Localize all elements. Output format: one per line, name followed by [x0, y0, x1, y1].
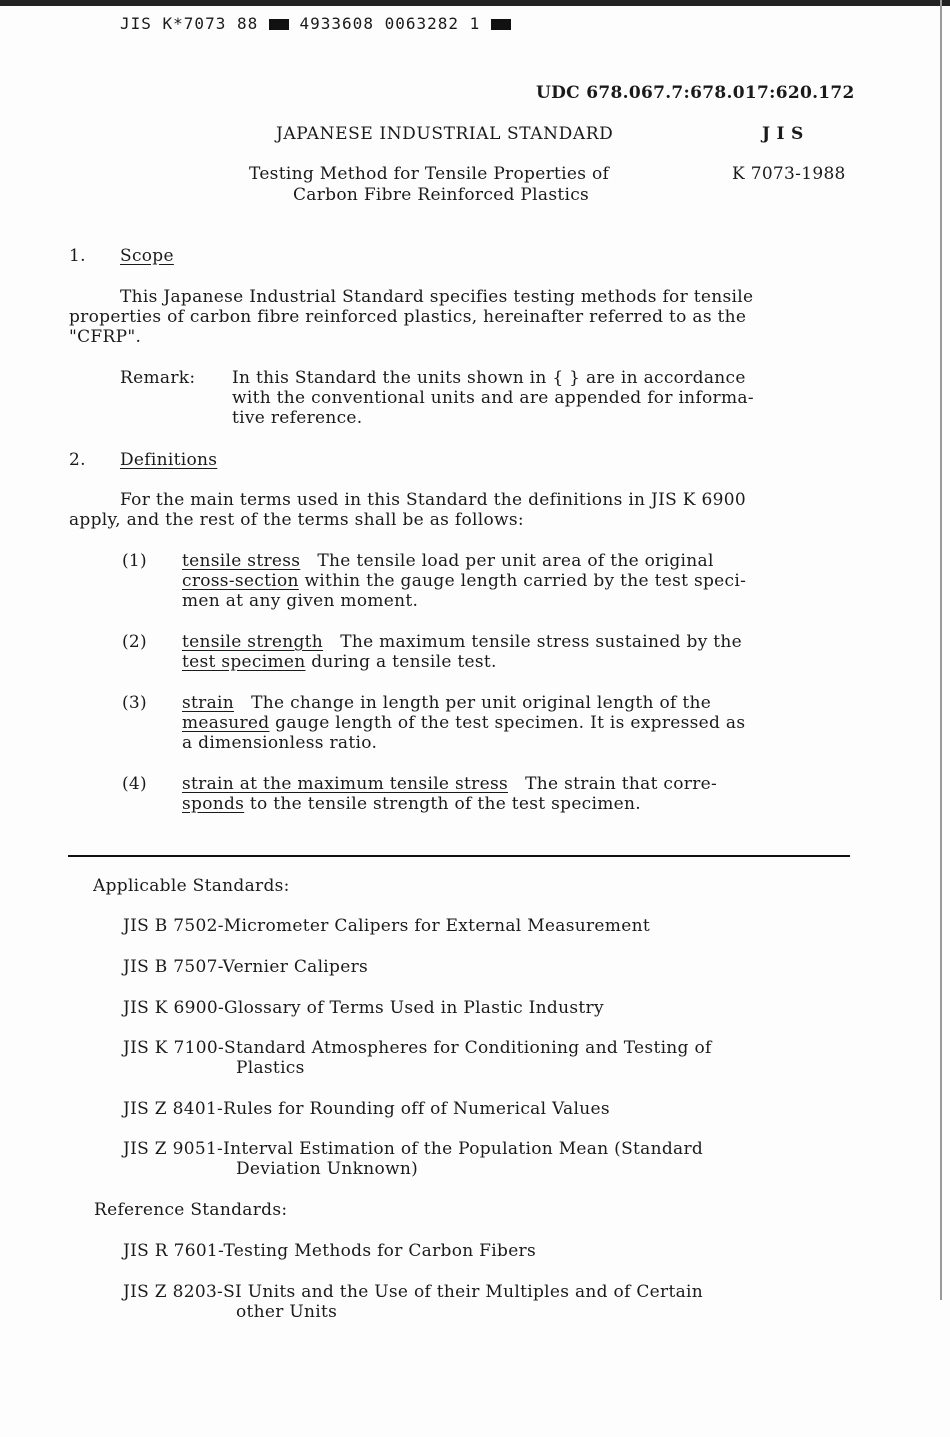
applicable-item: JIS Z 9051-Interval Estimation of the Population Mean (Standard — [123, 1139, 704, 1159]
def-item-line2 — [182, 571, 746, 592]
definitions-text-line1: For the main terms used in this Standard the definitions in JIS K 6900 — [120, 490, 746, 510]
reference-item-cont: other Units — [236, 1302, 338, 1322]
def-item-line1 — [182, 632, 742, 653]
remark-line1: In this Standard the units shown in { } are in accordance — [232, 368, 746, 388]
def-item-number: (2) — [122, 632, 147, 652]
applicable-heading: Applicable Standards: — [93, 876, 290, 896]
applicable-item: JIS K 6900-Glossary of Terms Used in Plastic Industry — [123, 998, 604, 1018]
reference-heading: Reference Standards: — [94, 1200, 288, 1220]
def-term-cont: test specimen — [182, 652, 306, 672]
doc-title-line2: Carbon Fibre Reinforced Plastics — [293, 185, 590, 205]
section-heading-definitions: Definitions — [120, 450, 218, 470]
header-code — [120, 14, 511, 35]
def-text: gauge length of the test specimen. It is expressed as — [269, 713, 746, 733]
def-text: The strain that corre- — [525, 774, 718, 794]
applicable-item: JIS B 7507-Vernier Calipers — [123, 957, 369, 977]
def-text: to the tensile strength of the test specimen. — [244, 794, 641, 814]
def-term: strain at the maximum tensile stress — [182, 774, 508, 794]
header-code-part2: 4933608 0063282 1 — [299, 14, 481, 33]
def-item-number: (1) — [122, 551, 147, 571]
reference-item: JIS Z 8203-SI Units and the Use of their Multiples and of Certain — [123, 1282, 704, 1302]
def-term-cont: cross-section — [182, 571, 299, 591]
def-text: during a tensile test. — [305, 652, 497, 672]
applicable-item-cont: Deviation Unknown) — [236, 1159, 419, 1179]
section-heading-scope: Scope — [120, 246, 174, 266]
def-item-line2 — [182, 713, 745, 734]
scope-text-line3: "CFRP". — [69, 327, 142, 347]
applicable-item: JIS K 7100-Standard Atmospheres for Conditioning and Testing of — [123, 1038, 712, 1058]
remark-line3: tive reference. — [232, 408, 363, 428]
scope-text-line2: properties of carbon fibre reinforced plastics, hereinafter referred to as the — [69, 307, 747, 327]
reference-item: JIS R 7601-Testing Methods for Carbon Fibers — [123, 1241, 537, 1261]
def-item-number: (4) — [122, 774, 147, 794]
def-item-line2 — [182, 652, 497, 673]
udc-code: UDC 678.067.7:678.017:620.172 — [536, 83, 855, 103]
standard-number: K 7073-1988 — [732, 164, 846, 184]
def-item-number: (3) — [122, 693, 147, 713]
standard-title: JAPANESE INDUSTRIAL STANDARD — [276, 124, 614, 144]
header-code-part1: JIS K*7073 88 — [120, 14, 259, 33]
def-text: The tensile load per unit area of the original — [317, 551, 714, 571]
jis-mark: J I S — [762, 124, 804, 144]
def-item-line1 — [182, 551, 714, 572]
doc-title-line1: Testing Method for Tensile Properties of — [249, 164, 610, 184]
def-item-line2 — [182, 794, 641, 815]
definitions-text-line2: apply, and the rest of the terms shall be as follows: — [69, 510, 524, 530]
def-item-line3: a dimensionless ratio. — [182, 733, 378, 753]
def-term: strain — [182, 693, 235, 713]
def-text: The maximum tensile stress sustained by the — [340, 632, 743, 652]
def-text: The change in length per unit original length of the — [251, 693, 712, 713]
scan-top-edge — [0, 0, 950, 6]
def-term: tensile stress — [182, 551, 301, 571]
footnote-divider — [68, 855, 850, 857]
applicable-item-cont: Plastics — [236, 1058, 305, 1078]
scope-text-line1: This Japanese Industrial Standard specifies testing methods for tensile — [120, 287, 754, 307]
section-number-2: 2. — [69, 450, 86, 470]
def-term-cont: measured — [182, 713, 270, 733]
def-term: tensile strength — [182, 632, 324, 652]
def-term-cont: sponds — [182, 794, 245, 814]
applicable-item: JIS B 7502-Micrometer Calipers for External Measurement — [123, 916, 650, 936]
def-item-line1 — [182, 774, 717, 795]
barcode-block-icon — [491, 19, 511, 30]
barcode-block-icon — [269, 19, 289, 30]
scan-right-edge — [940, 0, 942, 1300]
section-number-1: 1. — [69, 246, 86, 266]
applicable-item: JIS Z 8401-Rules for Rounding off of Numerical Values — [123, 1099, 610, 1119]
def-item-line3: men at any given moment. — [182, 591, 419, 611]
remark-label: Remark: — [120, 368, 196, 388]
def-item-line1 — [182, 693, 711, 714]
remark-line2: with the conventional units and are appended for informa- — [232, 388, 754, 408]
def-text: within the gauge length carried by the test speci- — [298, 571, 747, 591]
